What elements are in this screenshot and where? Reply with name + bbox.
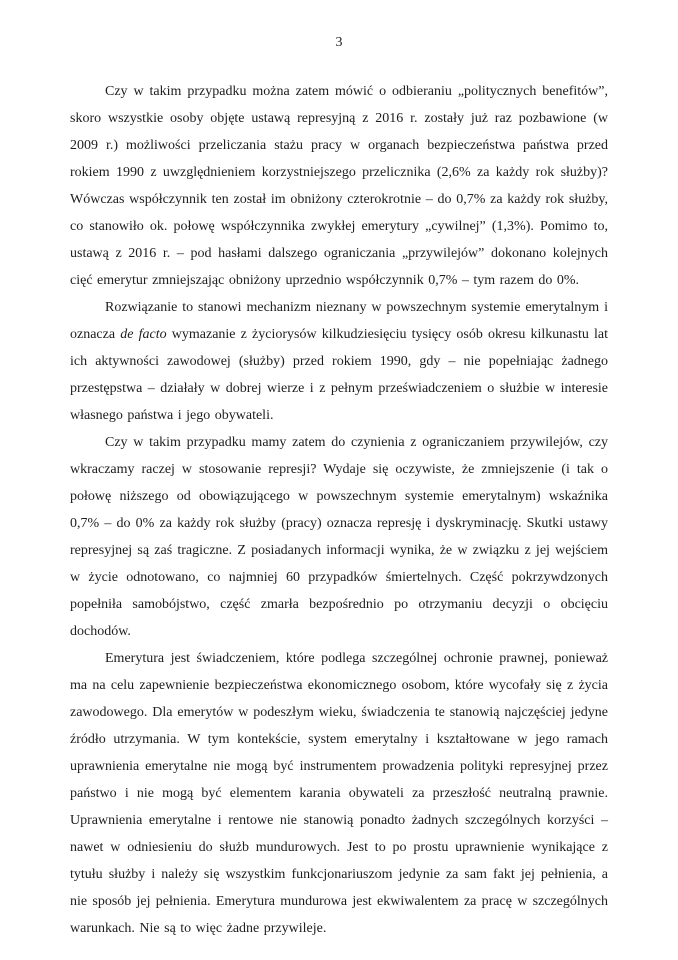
paragraph-benefits-question: Czy w takim przypadku można zatem mówić o odbieraniu „politycznych benefitów”, skoro wszystkie osoby objęte ustawą represyjną z 2016 r. zostały już raz pozbawione (w 2009 r.) możliwości przeliczania stażu pracy w organach bezpieczeństwa państwa przed rokiem 1990 z uwzględnieniem korzystniejszego przelicznika (2,6% za każdy rok służby)? Wówczas współczynnik ten został im obniżony czterokrotnie – do 0,7% za każdy rok służby, co stanowiło ok. połowę współczynnika zwykłej emerytury „cywilnej” (1,3%). Pomimo to, ustawą z 2016 r. – pod hasłami dalszego ograniczania „przywilejów” dokonano kolejnych cięć emerytur zmniejszając obniżony uprzednio współczynnik 0,7% – tym razem do 0%. [70, 84, 608, 288]
paragraph-repression-question: Czy w takim przypadku mamy zatem do czynienia z ograniczaniem przywilejów, czy wkraczamy raczej w stosowanie represji? Wydaje się oczywiste, że zmniejszenie (i tak o połowę niższego od obowiązującego w powszechnym systemie emerytalnym) wskaźnika 0,7% – do 0% za każdy rok służby (pracy) oznacza represję i dyskryminację. Skutki ustawy represyjnej są zaś tragiczne. Z posiadanych informacji wynika, że w związku z jej wejściem w życie odnotowano, co najmniej 60 przypadków śmiertelnych. Część pokrzywdzonych popełniła samobójstwo, część zmarła bezpośrednio po otrzymaniu decyzji o obcięciu dochodów. [70, 435, 608, 639]
page-number: 3 [335, 35, 343, 50]
paragraph-2-text-start: Rozwiązanie to stanowi mechanizm nieznany w powszechnym systemie emerytalnym i oznacza [70, 300, 608, 342]
paragraph-mechanism-unknown [70, 294, 608, 429]
document-body [70, 78, 608, 942]
italic-phrase-de-facto: de facto [120, 327, 167, 342]
paragraph-pension-protection: Emerytura jest świadczeniem, które podlega szczególnej ochronie prawnej, ponieważ ma na celu zapewnienie bezpieczeństwa ekonomicznego osobom, które wycofały się z życia zawodowego. Dla emerytów w podeszłym wieku, świadczenia te stanowią najczęściej jedyne źródło utrzymania. W tym kontekście, system emerytalny i kształtowane w jego ramach uprawnienia emerytalne nie mogą być instrumentem prowadzenia polityki represyjnej przez państwo i nie mogą być elementem karania obywateli za przeszłość neutralną prawnie. Uprawnienia emerytalne i rentowe nie stanowią ponadto żadnych szczególnych korzyści – nawet w odniesieniu do służb mundurowych. Jest to po prostu uprawnienie wynikające z tytułu służby i należy się wszystkim funkcjonariuszom jedynie za sam fakt jej pełnienia, a nie sposób jej pełnienia. Emerytura mundurowa jest ekwiwalentem za pracę w szczególnych warunkach. Nie są to więc żadne przywileje. [70, 651, 608, 936]
paragraph-2-text-end: wymazanie z życiorysów kilkudziesięciu tysięcy osób okresu kilkunastu lat ich aktywności zawodowej (służby) przed rokiem 1990, gdy – nie popełniając żadnego przestępstwa – działały w dobrej wierze i z pełnym przeświadczeniem o służbie w interesie własnego państwa i jego obywateli. [70, 327, 608, 423]
